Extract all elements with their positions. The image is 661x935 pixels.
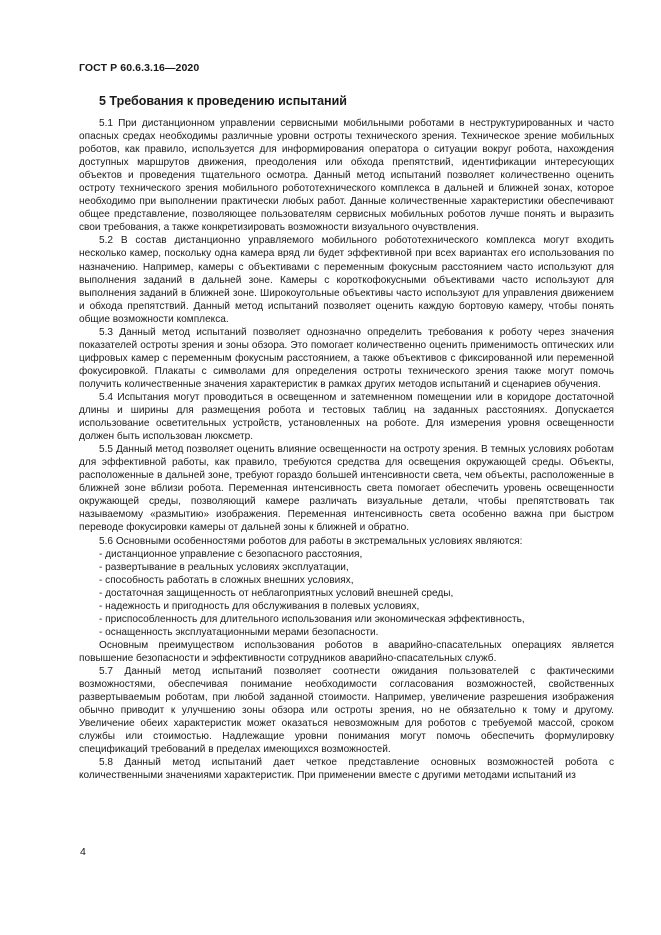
list-item: - способность работать в сложных внешних условиях, — [99, 574, 354, 586]
page-number: 4 — [80, 846, 86, 858]
paragraph-5-8: 5.8 Данный метод испытаний дает четкое представление основных возможностей робота с количественными значениями характеристик. При применении вместе с другими методами испытаний из — [79, 757, 614, 782]
paragraph-5-5: 5.5 Данный метод позволяет оценить влияние освещенности на остроту зрения. В темных условиях роботам для эффективной работы, как правило, требуются средства для освещения окружающей среды. Объекты, расположенные в дальней зоне, требуют гораздо большей интенсивности света, чем объекты, расположенные в ближней зоне вблизи робота. Переменная интенсивность света помогает обеспечить уровень освещенности окружающей среды, позволяющий камере различать визуальные детали, чтобы препятствовать так называемому «размытию» изображения. Переменная интенсивность света особенно важна при быстром переводе фокусировки камеры от дальней зоны к ближней и обратно. — [79, 444, 614, 534]
list-item: - надежность и пригодность для обслуживания в полевых условиях, — [99, 600, 420, 612]
paragraph-5-7: 5.7 Данный метод испытаний позволяет соотнести ожидания пользователей с фактическими возможностями, обеспечивая понимание необходимости согласования возможностей, свойственных развертываемым роботам, при любой заданной стоимости. Например, увеличение разрешения изображения обычно приводит к улучшению зоны обзора или остроты зрения, но не обязательно к тому и другому. Увеличение обеих характеристик может оказаться невозможным для роботов с требуемой массой, сроком службы или стоимостью. Надлежащие уровни понимания могут помочь обеспечить формулировку спецификаций требований в пределах имеющихся возможностей. — [79, 665, 614, 756]
paragraph-5-6: 5.6 Основными особенностями роботов для работы в экстремальных условиях являются: — [99, 535, 523, 547]
document-header: ГОСТ Р 60.6.3.16—2020 — [79, 62, 200, 74]
paragraph-5-1: 5.1 При дистанционном управлении сервисными мобильными роботами в неструктурированных и часто опасных средах необходимы различные уровни остроты технического зрения. Техническое зрение мобильных роботов, как правило, используется для информирования оператора о ситуации вокруг робота, нахождения доступных маршрутов движения, преодоления или обхода препятствий, идентификации интересующих объектов и проведения тщательного осмотра. Данный метод испытаний позволяет количественно оценить остроту технического зрения мобильного робототехнического комплекса в дальней и ближней зонах, которое необходимо при выполнении практически любых работ. Данные количественные характеристики обеспечивают общее представление, позволяющее пользователям сервисных мобильных роботов лучше понять и выразить свои требования, а также конкретизировать возможности визуального очувствления. — [79, 118, 614, 234]
paragraph-5-2: 5.2 В состав дистанционно управляемого мобильного робототехнического комплекса могут входить несколько камер, поскольку одна камера вряд ли будет эффективной при всех вариантах его использования по назначению. Например, камеры с объективами с переменным фокусным расстоянием часто используют для выполнения заданий в дальней зоне. Камеры с короткофокусными объективами часто используют для выполнения заданий в ближней зоне. Широкоугольные объективы часто используют для управления движением и обхода препятствий. Данный метод испытаний позволяет оценить каждую бортовую камеру, чтобы понять общие возможности комплекса. — [79, 235, 614, 325]
section-title: 5 Требования к проведению испытаний — [99, 94, 347, 108]
paragraph-advantage: Основным преимуществом использования роботов в аварийно-спасательных операциях является повышение безопасности и эффективности сотрудников аварийно-спасательных служб. — [79, 639, 614, 664]
section-body — [79, 117, 614, 782]
list-item: - оснащенность эксплуатационными мерами безопасности. — [99, 626, 379, 638]
list-item: - дистанционное управление с безопасного расстояния, — [99, 548, 363, 560]
list-item: - достаточная защищенность от неблагоприятных условий внешней среды, — [99, 587, 454, 599]
paragraph-5-3: 5.3 Данный метод испытаний позволяет однозначно определить требования к роботу через значения показателей остроты зрения и зоны обзора. Это помогает количественно оценить применимость оптических или цифровых камер с переменным фокусным расстоянием, а также объективов с фиксированной или переменной фокусировкой. Плакаты с символами для определения остроты технического зрения также могут помочь получить количественные значения характеристик в рамках других методов испытаний и сценариев обучения. — [79, 326, 614, 390]
list-item: - развертывание в реальных условиях эксплуатации, — [99, 561, 349, 573]
list-item: - приспособленность для длительного использования или экономическая эффективность, — [99, 613, 525, 625]
paragraph-5-4: 5.4 Испытания могут проводиться в освещенном и затемненном помещении или в коридоре достаточной длины и ширины для размещения робота и тестовых таблиц на заданных расстояниях. Допускается использование осветительных устройств, установленных на роботе. Для измерения уровня освещенности должен быть использован люксметр. — [79, 391, 614, 443]
